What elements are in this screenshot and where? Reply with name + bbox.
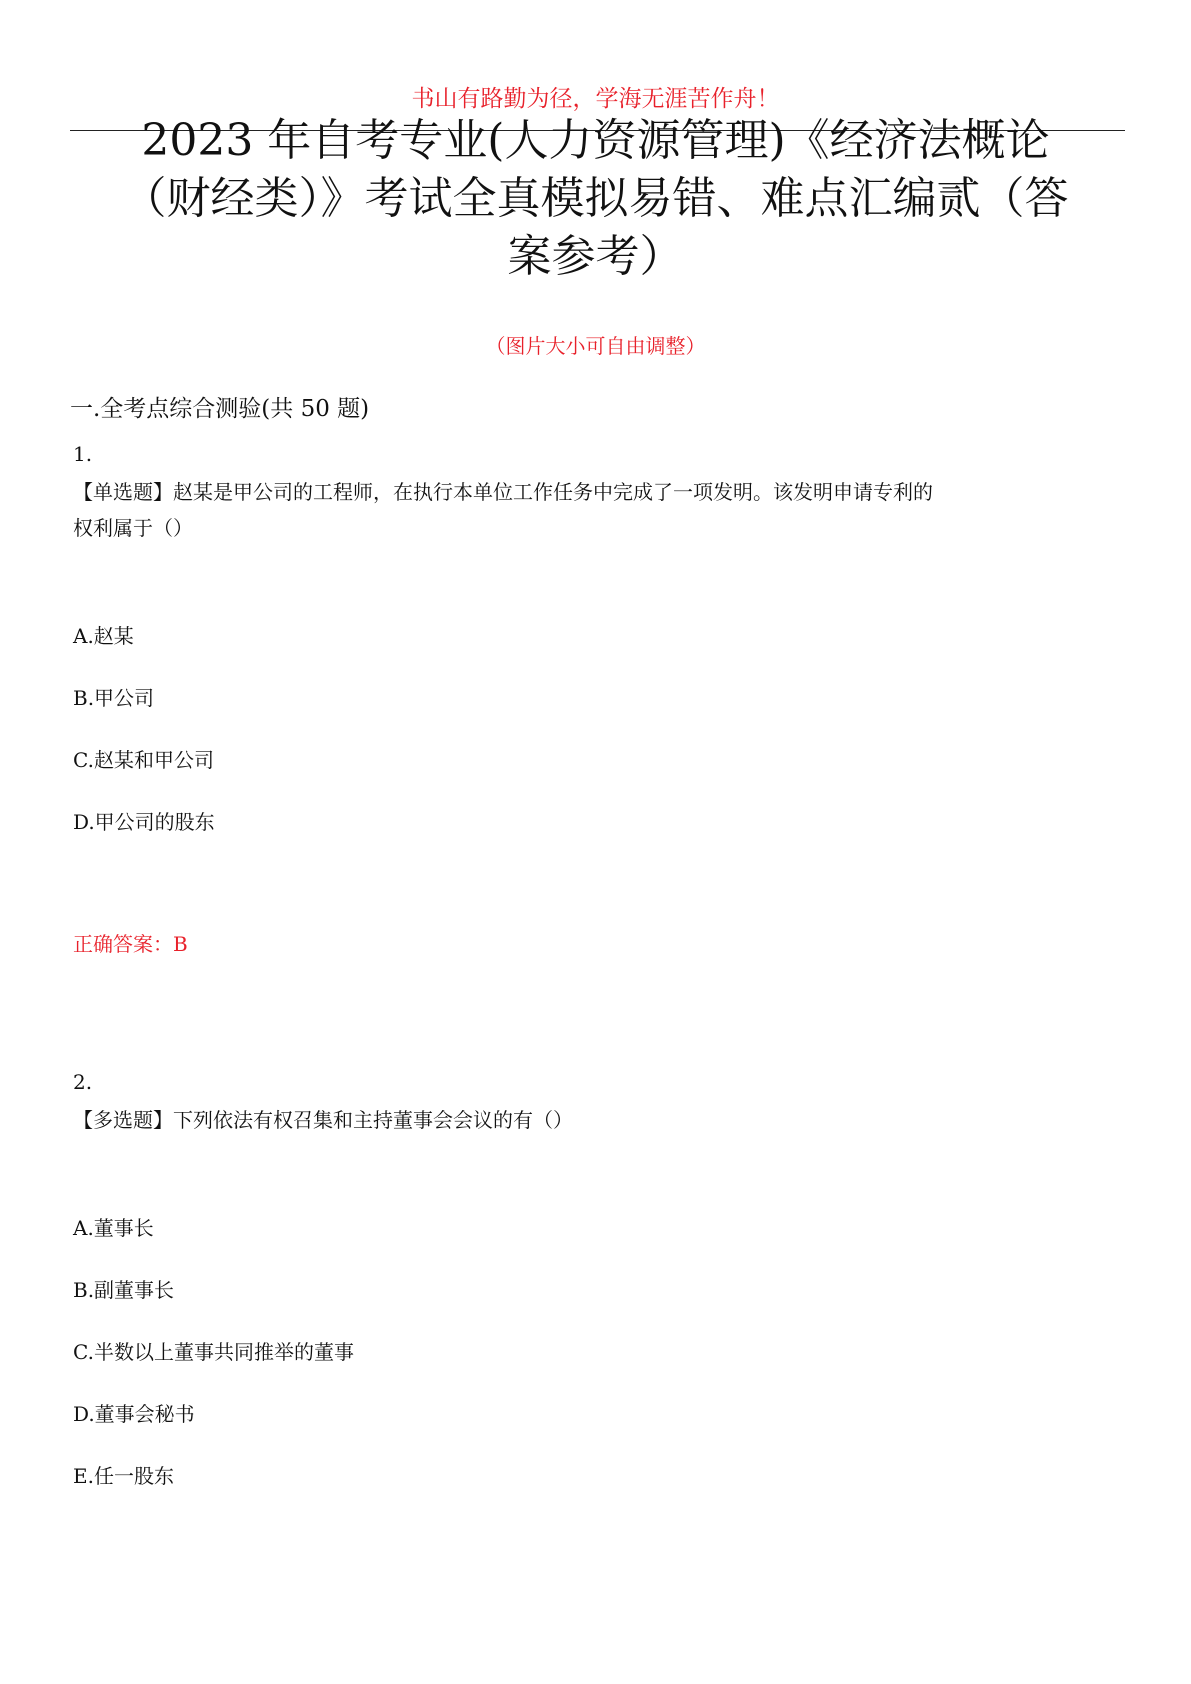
- option-d: D.甲公司的股东: [73, 810, 215, 834]
- option-d: D.董事会秘书: [73, 1402, 195, 1426]
- option-a: A.赵某: [73, 624, 134, 648]
- motto-banner: 书山有路勤为径，学海无涯苦作舟！: [411, 86, 780, 112]
- option-c: C.半数以上董事共同推举的董事: [73, 1340, 354, 1364]
- option-e: E.任一股东: [73, 1464, 174, 1488]
- question-number: 2.: [73, 1070, 93, 1094]
- question-text: 权利属于（）: [73, 516, 193, 540]
- section-heading: 一.全考点综合测验(共 50 题): [70, 396, 370, 422]
- option-b: B.甲公司: [73, 686, 155, 710]
- title-line: （财经类）》考试全真模拟易错、难点汇编贰（答: [122, 173, 1069, 224]
- option-c: C.赵某和甲公司: [73, 748, 214, 772]
- question-text: 【单选题】赵某是甲公司的工程师，在执行本单位工作任务中完成了一项发明。该发明申请专利的: [73, 480, 933, 504]
- document-title: [60, 112, 1131, 286]
- question-number: 1.: [73, 442, 93, 466]
- option-a: A.董事长: [73, 1216, 154, 1240]
- title-line: 案参考）: [507, 231, 684, 282]
- image-resize-note: （图片大小可自由调整）: [485, 334, 706, 358]
- correct-answer: 正确答案：B: [73, 932, 188, 956]
- question-text: 【多选题】下列依法有权召集和主持董事会会议的有（）: [73, 1108, 573, 1132]
- option-b: B.副董事长: [73, 1278, 175, 1302]
- title-line: 2023 年自考专业(人力资源管理)《经济法概论: [141, 115, 1050, 166]
